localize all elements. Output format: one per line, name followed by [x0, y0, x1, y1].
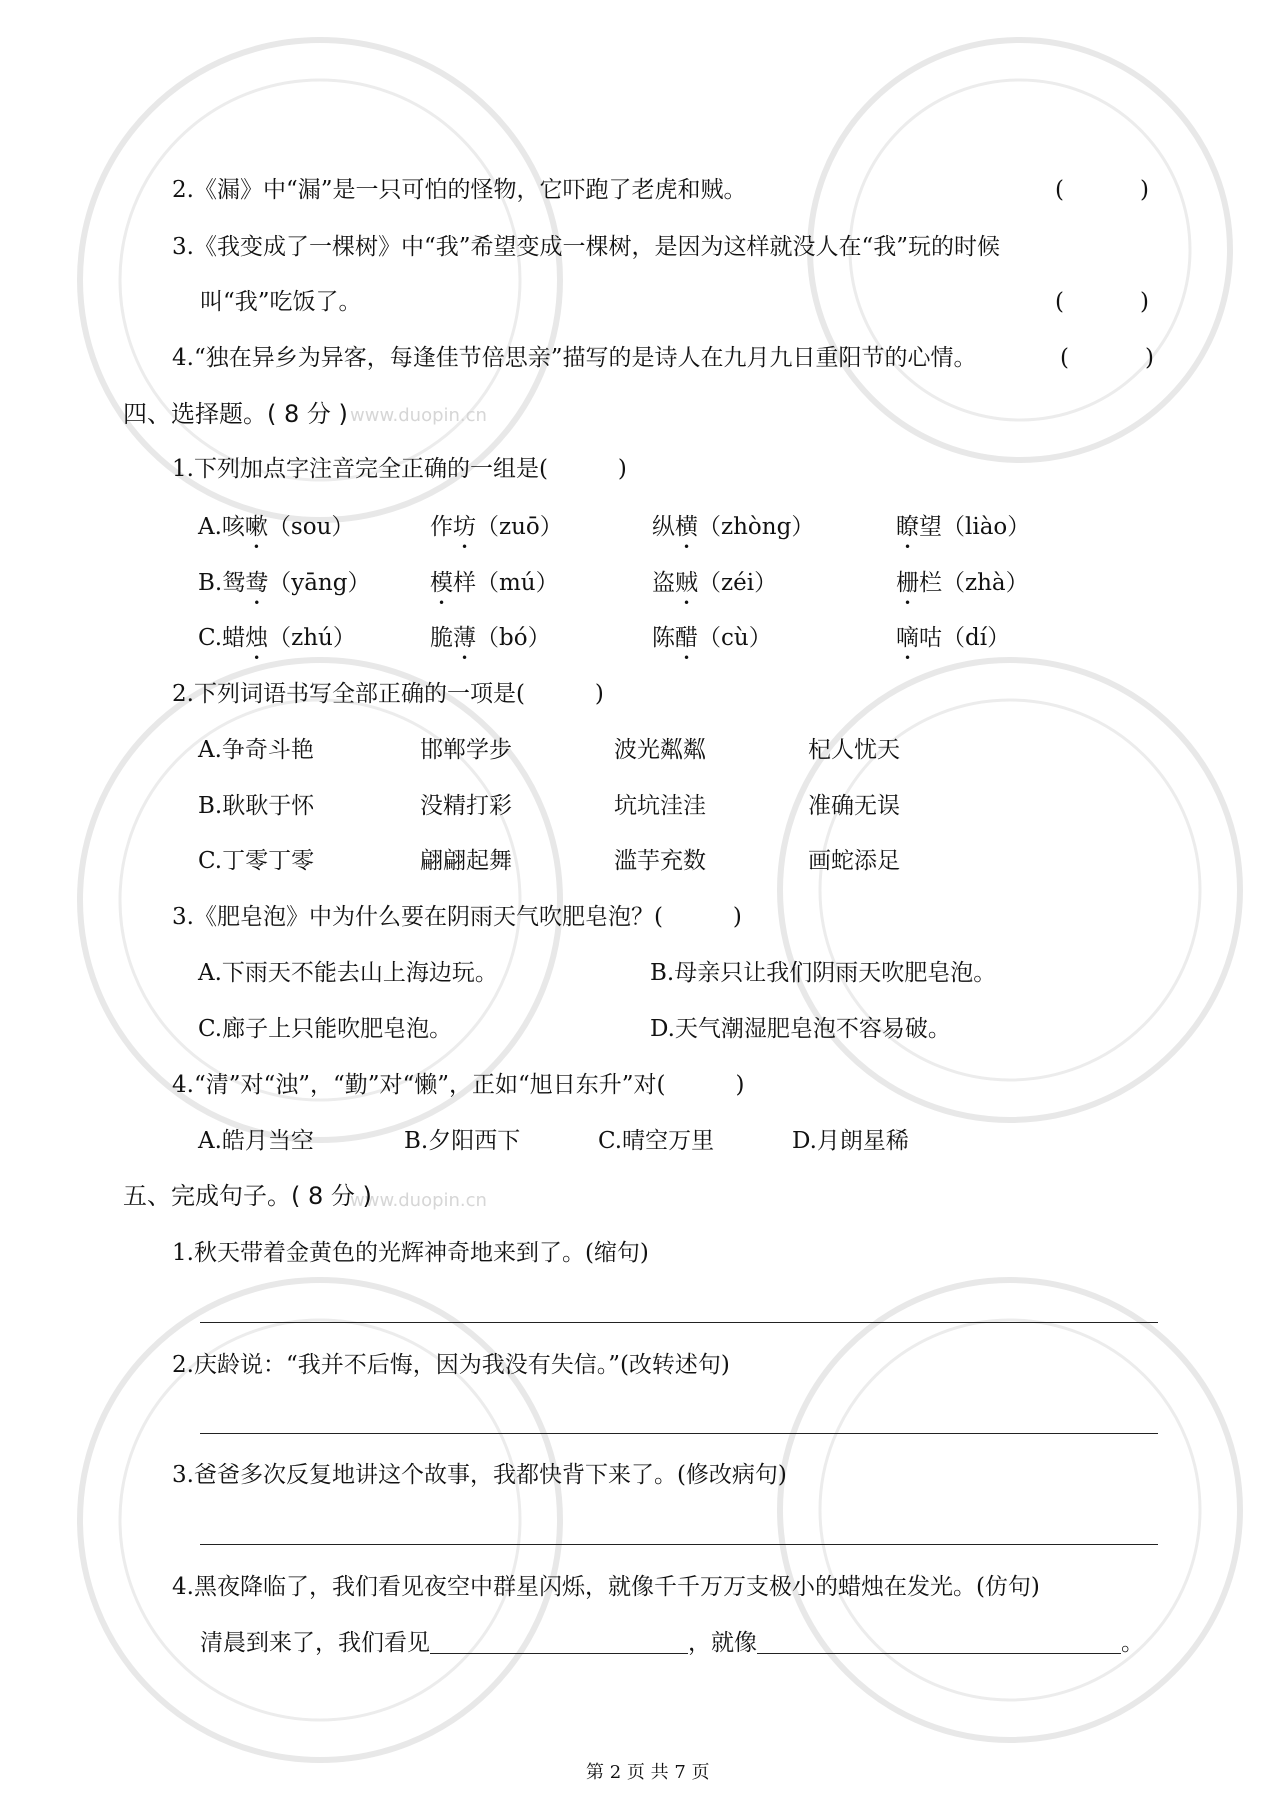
s4-q4-opt-d: D.月朗星稀 — [792, 1128, 909, 1154]
s4-q2-a1: A.争奇斗艳 — [198, 737, 314, 763]
s5-q4: 4.黑夜降临了，我们看见夜空中群星闪烁，就像千千万万支极小的蜡烛在发光。(仿句) — [172, 1574, 1040, 1600]
s4-q2-b2: 没精打彩 — [420, 793, 512, 819]
s4-q1-c2: 脆薄（bó） — [430, 625, 551, 651]
s4-q3-stem: 3.《肥皂泡》中为什么要在阴雨天气吹肥皂泡？( ) — [172, 904, 742, 930]
watermark-site-1: www.duopin.cn — [350, 405, 487, 426]
s4-q3-opt-c: C.廊子上只能吹肥皂泡。 — [198, 1016, 453, 1042]
s4-q1-c4: 嘀咕（dí） — [896, 625, 1011, 651]
judge-q3-line1: 3.《我变成了一棵树》中“我”希望变成一棵树，是因为这样就没人在“我”玩的时候 — [172, 234, 1000, 260]
watermark-seal-right-middle — [760, 640, 1260, 1140]
s4-q1-row-c — [198, 623, 1158, 653]
s5-q1: 1.秋天带着金黄色的光辉神奇地来到了。(缩句) — [172, 1240, 649, 1266]
s4-q1-c3: 陈醋（cù） — [652, 625, 772, 651]
judge-q2: 2.《漏》中“漏”是一只可怕的怪物，它吓跑了老虎和贼。 — [172, 177, 747, 203]
s4-q1-b4: 栅栏（zhà） — [896, 570, 1029, 596]
s4-q2-c4: 画蛇添足 — [808, 848, 900, 874]
section5-heading: 五、完成句子。( 8 分 ) — [123, 1182, 372, 1210]
s4-q3-answer-paren[interactable]: ) — [732, 904, 742, 930]
judge-q3-paren-close[interactable]: ) — [1140, 289, 1149, 315]
s4-q2-row-a — [198, 735, 998, 765]
watermark-seal-bottom — [60, 1260, 580, 1780]
judge-q3-paren-open: ( — [1055, 289, 1064, 315]
s4-q3-opt-a: A.下雨天不能去山上海边玩。 — [198, 960, 498, 986]
s4-q1-a4: 瞭望（liào） — [896, 514, 1031, 540]
s4-q2-a2: 邯郸学步 — [420, 737, 512, 763]
s5-q3: 3.爸爸多次反复地讲这个故事，我都快背下来了。(修改病句) — [172, 1462, 787, 1488]
s4-q1-a1: A.咳嗽（sou） — [198, 514, 355, 540]
s4-q1-b3: 盗贼（zéi） — [652, 570, 778, 596]
s4-q4-opt-b: B.夕阳西下 — [404, 1128, 521, 1154]
s5-q4-blank-1[interactable] — [430, 1631, 688, 1654]
s4-q1-c1: C.蜡烛（zhú） — [198, 625, 356, 651]
judge-q4: 4.“独在异乡为异客，每逢佳节倍思亲”描写的是诗人在九月九日重阳节的心情。 — [172, 345, 977, 371]
s4-q4-opt-a: A.皓月当空 — [198, 1128, 314, 1154]
watermark-seal-bottom-right — [760, 1260, 1260, 1760]
s4-q2-answer-paren[interactable]: ) — [594, 681, 604, 707]
s4-q4-stem: 4.“清”对“浊”，“勤”对“懒”，正如“旭日东升”对( ) — [172, 1072, 745, 1098]
s4-q1-b1: B.鸳鸯（yāng） — [198, 570, 371, 596]
s4-q1-stem: 1.下列加点字注音完全正确的一组是( ) — [172, 456, 627, 482]
s5-q2-answer-line[interactable] — [200, 1433, 1158, 1434]
s4-q2-row-c — [198, 846, 998, 876]
s5-q4-blank-2[interactable] — [757, 1631, 1121, 1654]
judge-q4-paren-close[interactable]: ) — [1145, 345, 1154, 371]
s4-q4-opt-c: C.晴空万里 — [598, 1128, 715, 1154]
s4-q1-a3: 纵横（zhòng） — [652, 514, 815, 540]
judge-q4-paren-open: ( — [1060, 345, 1069, 371]
s4-q2-b4: 准确无误 — [808, 793, 900, 819]
s4-q2-b1: B.耿耿于怀 — [198, 793, 315, 819]
s4-q2-a3: 波光粼粼 — [614, 737, 706, 763]
s4-q2-c2: 翩翩起舞 — [420, 848, 512, 874]
watermark-site-2: www.duopin.cn — [350, 1190, 487, 1211]
s4-q4-row — [198, 1126, 998, 1156]
s4-q1-row-a — [198, 512, 1158, 542]
judge-q2-paren-open: ( — [1055, 177, 1064, 203]
s4-q2-c3: 滥芋充数 — [614, 848, 706, 874]
s4-q1-b2: 模样（mú） — [430, 570, 559, 596]
s4-q3-opt-d: D.天气潮湿肥皂泡不容易破。 — [650, 1016, 951, 1042]
s4-q4-answer-paren[interactable]: ) — [735, 1072, 745, 1098]
s5-q3-answer-line[interactable] — [200, 1544, 1158, 1545]
s5-q4-fill-line: 清晨到来了，我们看见 ，就像 。 — [200, 1630, 1144, 1656]
page-footer: 第 2 页 共 7 页 — [586, 1762, 710, 1783]
s4-q2-row-b — [198, 791, 998, 821]
s4-q2-a4: 杞人忧天 — [808, 737, 900, 763]
s5-q2: 2.庆龄说：“我并不后悔，因为我没有失信。”(改转述句) — [172, 1352, 730, 1378]
s4-q1-a2: 作坊（zuō） — [430, 514, 563, 540]
s4-q3-opt-b: B.母亲只让我们阴雨天吹肥皂泡。 — [650, 960, 997, 986]
s5-q1-answer-line[interactable] — [200, 1322, 1158, 1323]
s4-q1-row-b — [198, 568, 1158, 598]
s4-q2-b3: 坑坑洼洼 — [614, 793, 706, 819]
judge-q3-line2: 叫“我”吃饭了。 — [200, 289, 362, 315]
judge-q2-paren-close[interactable]: ) — [1140, 177, 1149, 203]
s4-q2-stem: 2.下列词语书写全部正确的一项是( ) — [172, 681, 604, 707]
s4-q2-c1: C.丁零丁零 — [198, 848, 315, 874]
s4-q1-answer-paren[interactable]: ) — [617, 456, 627, 482]
section4-heading: 四、选择题。( 8 分 ) — [123, 400, 348, 428]
